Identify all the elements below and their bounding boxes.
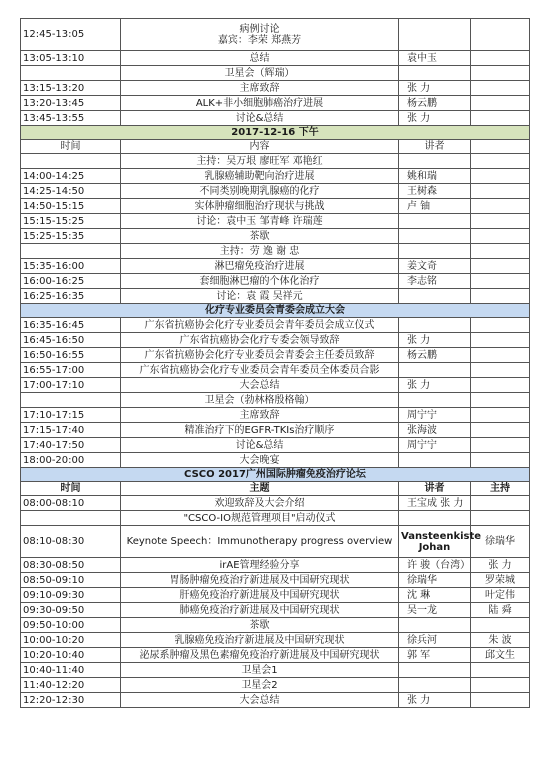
time-cell: 17:10-17:15 [21,408,121,423]
topic-text: 淋巴瘤免疫治疗进展 [214,260,305,272]
speaker-cell [399,154,471,169]
schedule-row [21,51,530,66]
topic-cell [121,453,399,468]
host-cell [471,678,530,693]
host-cell [471,511,530,526]
speaker-text: 许 骏（台湾） [407,559,471,571]
speaker-cell [399,648,471,663]
time-cell: 09:30-09:50 [21,603,121,618]
schedule-row [21,184,530,199]
schedule-row [21,393,530,408]
speaker-text: 李志铭 [407,275,437,287]
section-band: CSCO 2017广州国际肿瘤免疫治疗论坛 [21,468,530,482]
schedule-row [21,633,530,648]
schedule-row [21,333,530,348]
schedule-table [20,18,530,708]
speaker-cell [399,393,471,408]
host-cell: 张 力 [471,558,530,573]
topic-cell [121,482,399,496]
topic-cell [121,693,399,708]
topic-cell [121,496,399,511]
speaker-text: 周宁宁 [407,439,437,451]
schedule-row [21,274,530,289]
speaker-text: 张海波 [407,424,437,436]
schedule-row [21,96,530,111]
time-cell: 13:20-13:45 [21,96,121,111]
host-cell [471,618,530,633]
time-cell: 17:15-17:40 [21,423,121,438]
schedule-row [21,169,530,184]
time-cell: 09:50-10:00 [21,618,121,633]
time-cell: 10:40-11:40 [21,663,121,678]
schedule-row [21,648,530,663]
speaker-subtext: Johan [418,541,451,553]
topic-text: 卫星会1 [241,664,278,676]
time-cell: 13:15-13:20 [21,81,121,96]
host-cell [471,154,530,169]
time-cell: 13:05-13:10 [21,51,121,66]
host-cell: 叶定伟 [471,588,530,603]
speaker-cell [399,363,471,378]
host-cell [471,393,530,408]
topic-text: 实体肿瘤细胞治疗现状与挑战 [194,200,325,212]
time-cell: 08:30-08:50 [21,558,121,573]
topic-text: 主持：吴万垠 廖旺军 邓艳红 [196,155,323,167]
host-cell [471,693,530,708]
schedule-row [21,214,530,229]
topic-cell [121,348,399,363]
schedule-row [21,229,530,244]
schedule-row [21,66,530,81]
topic-cell [121,154,399,169]
topic-cell [121,526,399,558]
topic-text: 主持：劳 逸 谢 忠 [219,245,300,257]
topic-text: 大会总结 [239,379,280,391]
topic-text: 卫星会（辉瑞） [224,67,295,79]
time-cell: 时间 [21,140,121,154]
time-cell [21,66,121,81]
host-cell [471,19,530,51]
topic-cell [121,111,399,126]
topic-cell [121,363,399,378]
time-cell: 12:20-12:30 [21,693,121,708]
schedule-row [21,140,530,154]
topic-text: 讨论：袁 霞 吴祥元 [216,290,303,302]
topic-cell [121,51,399,66]
schedule-row [21,81,530,96]
host-cell [471,169,530,184]
host-cell: 邱文生 [471,648,530,663]
host-cell [471,408,530,423]
speaker-cell [399,111,471,126]
topic-text: 茶歇 [249,230,270,242]
schedule-row [21,603,530,618]
speaker-cell [399,588,471,603]
topic-cell [121,199,399,214]
topic-cell [121,289,399,304]
schedule-row [21,199,530,214]
topic-cell [121,618,399,633]
host-cell: 罗荣城 [471,573,530,588]
topic-cell [121,408,399,423]
topic-text: 广东省抗癌协会化疗专业委员会青年委员全体委员合影 [139,364,380,376]
speaker-cell [399,140,471,154]
speaker-cell [399,423,471,438]
topic-text: 大会晚宴 [239,454,280,466]
host-cell: 主持 [471,482,530,496]
topic-subtext: 嘉宾：李荣 郑燕芳 [217,34,302,46]
topic-cell [121,438,399,453]
topic-text: Keynote Speech：Immunotherapy progress overview [126,536,393,547]
time-cell: 16:00-16:25 [21,274,121,289]
speaker-cell [399,19,471,51]
topic-cell [121,511,399,526]
schedule-row [21,558,530,573]
speaker-cell [399,453,471,468]
topic-text: 讨论&总结 [235,439,284,451]
topic-text: 肺癌免疫治疗新进展及中国研究现状 [179,604,340,616]
time-cell: 15:35-16:00 [21,259,121,274]
topic-text: 精准治疗下的EGFR-TKIs治疗顺序 [184,424,335,436]
time-cell: 15:25-15:35 [21,229,121,244]
time-cell: 08:50-09:10 [21,573,121,588]
speaker-cell [399,169,471,184]
speaker-cell [399,678,471,693]
speaker-cell [399,318,471,333]
time-cell [21,154,121,169]
time-cell: 10:20-10:40 [21,648,121,663]
topic-cell [121,318,399,333]
time-cell: 16:55-17:00 [21,363,121,378]
topic-text: 卫星会2 [241,679,278,691]
speaker-cell [399,663,471,678]
schedule-row [21,111,530,126]
speaker-cell [399,618,471,633]
time-cell: 08:00-08:10 [21,496,121,511]
host-cell [471,663,530,678]
topic-text: 不同类别晚期乳腺癌的化疗 [199,185,320,197]
topic-text: 总结 [249,52,270,64]
topic-text: 主席致辞 [239,82,280,94]
speaker-text: 王宝成 张 力 [407,497,464,509]
host-cell [471,66,530,81]
speaker-cell [399,573,471,588]
speaker-cell [399,81,471,96]
topic-cell [121,244,399,259]
speaker-cell [399,438,471,453]
topic-text: ALK+非小细胞肺癌治疗进展 [195,97,324,109]
schedule-row [21,588,530,603]
topic-cell [121,648,399,663]
schedule-row [21,496,530,511]
host-cell [471,274,530,289]
host-cell [471,229,530,244]
host-cell [471,214,530,229]
schedule-row [21,304,530,318]
topic-cell [121,633,399,648]
time-cell: 13:45-13:55 [21,111,121,126]
topic-cell [121,393,399,408]
topic-cell [121,603,399,618]
speaker-cell [399,214,471,229]
topic-text: 广东省抗癌协会化疗专委会领导致辞 [179,334,340,346]
topic-text: 讨论&总结 [235,112,284,124]
speaker-cell [399,348,471,363]
schedule-row [21,511,530,526]
schedule-row [21,363,530,378]
speaker-text: 王树森 [407,185,437,197]
schedule-row [21,318,530,333]
topic-text: "CSCO-IO规范管理项目"启动仪式 [183,512,336,524]
topic-cell [121,169,399,184]
section-band: 化疗专业委员会青委会成立大会 [21,304,530,318]
topic-text: 肝癌免疫治疗新进展及中国研究现状 [179,589,340,601]
time-cell [21,393,121,408]
schedule-row [21,259,530,274]
topic-cell [121,274,399,289]
topic-cell [121,678,399,693]
speaker-cell [399,482,471,496]
host-cell [471,318,530,333]
topic-cell [121,573,399,588]
host-cell [471,438,530,453]
speaker-cell [399,289,471,304]
topic-text: 主题 [249,483,270,494]
speaker-cell [399,96,471,111]
schedule-row [21,348,530,363]
schedule-row [21,468,530,482]
topic-cell [121,588,399,603]
topic-cell [121,19,399,51]
host-cell [471,453,530,468]
speaker-text: 吴一龙 [407,604,437,616]
speaker-text: 徐兵河 [407,634,437,646]
time-cell: 18:00-20:00 [21,453,121,468]
time-cell: 时间 [21,482,121,496]
topic-cell [121,229,399,244]
host-cell [471,199,530,214]
topic-cell [121,558,399,573]
schedule-row [21,526,530,558]
host-cell [471,140,530,154]
topic-text: 广东省抗癌协会化疗专业委员会青年委员会成立仪式 [144,319,375,331]
speaker-text: 张 力 [407,379,431,391]
topic-cell [121,423,399,438]
topic-text: 茶歇 [249,619,270,631]
topic-cell [121,259,399,274]
speaker-text: 张 力 [407,694,431,706]
topic-text: 胃肠肿瘤免疫治疗新进展及中国研究现状 [169,574,350,586]
schedule-row [21,423,530,438]
topic-text: irAE管理经验分享 [219,559,300,571]
time-cell: 15:15-15:25 [21,214,121,229]
topic-cell [121,378,399,393]
speaker-text: 姜文奇 [407,260,437,272]
topic-text: 套细胞淋巴瘤的个体化治疗 [199,275,320,287]
schedule-row [21,244,530,259]
speaker-text: 沈 琳 [407,589,431,601]
speaker-text: 张 力 [407,112,431,124]
topic-cell [121,184,399,199]
host-cell [471,244,530,259]
speaker-cell [399,526,482,558]
speaker-text: 张 力 [407,82,431,94]
speaker-text: 袁中玉 [407,52,437,64]
schedule-row [21,154,530,169]
speaker-text: Vansteenkiste [401,530,482,542]
schedule-row [21,693,530,708]
time-cell: 14:00-14:25 [21,169,121,184]
topic-text: 卫星会（勃林格殷格翰） [204,394,315,406]
time-cell [21,244,121,259]
host-cell [471,333,530,348]
speaker-cell [399,333,471,348]
time-cell: 16:45-16:50 [21,333,121,348]
host-cell: 陆 舜 [471,603,530,618]
topic-text: 讨论：袁中玉 邹青峰 许瑞莲 [196,215,323,227]
schedule-row [21,19,530,51]
speaker-text: 杨云鹏 [407,349,437,361]
time-cell: 17:40-17:50 [21,438,121,453]
time-cell [21,511,121,526]
host-cell [471,259,530,274]
topic-cell [121,140,399,154]
speaker-cell [399,259,471,274]
time-cell: 11:40-12:20 [21,678,121,693]
speaker-cell [399,184,471,199]
host-cell: 徐瑞华 [471,526,530,558]
speaker-text: 徐瑞华 [407,574,437,586]
host-cell [471,363,530,378]
schedule-row [21,126,530,140]
time-cell: 16:50-16:55 [21,348,121,363]
speaker-text: 讲者 [424,141,445,152]
schedule-row [21,618,530,633]
time-cell: 16:35-16:45 [21,318,121,333]
topic-text: 主席致辞 [239,409,280,421]
topic-text: 乳腺癌免疫治疗新进展及中国研究现状 [174,634,345,646]
time-cell: 14:25-14:50 [21,184,121,199]
speaker-cell [399,66,471,81]
host-cell [471,111,530,126]
schedule-row [21,678,530,693]
speaker-cell [399,274,471,289]
speaker-text: 姚和瑞 [407,170,437,182]
topic-text: 大会总结 [239,694,280,706]
time-cell: 08:10-08:30 [21,526,121,558]
schedule-row [21,482,530,496]
topic-text: 乳腺癌辅助靶向治疗进展 [204,170,315,182]
schedule-row [21,453,530,468]
speaker-cell [399,378,471,393]
speaker-cell [399,558,471,573]
speaker-cell [399,496,471,511]
topic-text: 内容 [249,141,270,152]
schedule-row [21,378,530,393]
time-cell: 09:10-09:30 [21,588,121,603]
day-band: 2017-12-16 下午 [21,126,530,140]
speaker-cell [399,633,471,648]
host-cell [471,96,530,111]
host-cell [471,378,530,393]
host-cell: 朱 波 [471,633,530,648]
speaker-cell [399,693,471,708]
schedule-row [21,438,530,453]
topic-cell [121,66,399,81]
host-cell [471,496,530,511]
host-cell [471,348,530,363]
host-cell [471,184,530,199]
host-cell [471,51,530,66]
speaker-cell [399,229,471,244]
time-cell: 14:50-15:15 [21,199,121,214]
host-cell [471,423,530,438]
topic-cell [121,214,399,229]
speaker-cell [399,603,471,618]
schedule-row [21,289,530,304]
speaker-text: 张 力 [407,334,431,346]
schedule-row [21,573,530,588]
speaker-text: 周宁宁 [407,409,437,421]
speaker-cell [399,51,471,66]
topic-text: 泌尿系肿瘤及黑色素瘤免疫治疗新进展及中国研究现状 [139,649,380,661]
speaker-cell [399,408,471,423]
topic-cell [121,96,399,111]
speaker-text: 郭 军 [407,649,431,661]
topic-cell [121,333,399,348]
time-cell: 12:45-13:05 [21,19,121,51]
speaker-text: 讲者 [424,483,445,494]
speaker-cell [399,511,471,526]
topic-cell [121,663,399,678]
speaker-text: 卢 铀 [407,200,431,212]
time-cell: 16:25-16:35 [21,289,121,304]
host-cell [471,81,530,96]
topic-text: 欢迎致辞及大会介绍 [214,497,305,509]
time-cell: 17:00-17:10 [21,378,121,393]
time-cell: 10:00-10:20 [21,633,121,648]
schedule-row [21,408,530,423]
topic-text: 广东省抗癌协会化疗专业委员会青委会主任委员致辞 [144,349,375,361]
speaker-text: 杨云鹏 [407,97,437,109]
speaker-cell [399,244,471,259]
topic-text: 病例讨论 [239,23,280,35]
topic-cell [121,81,399,96]
schedule-row [21,663,530,678]
speaker-cell [399,199,471,214]
host-cell [471,289,530,304]
